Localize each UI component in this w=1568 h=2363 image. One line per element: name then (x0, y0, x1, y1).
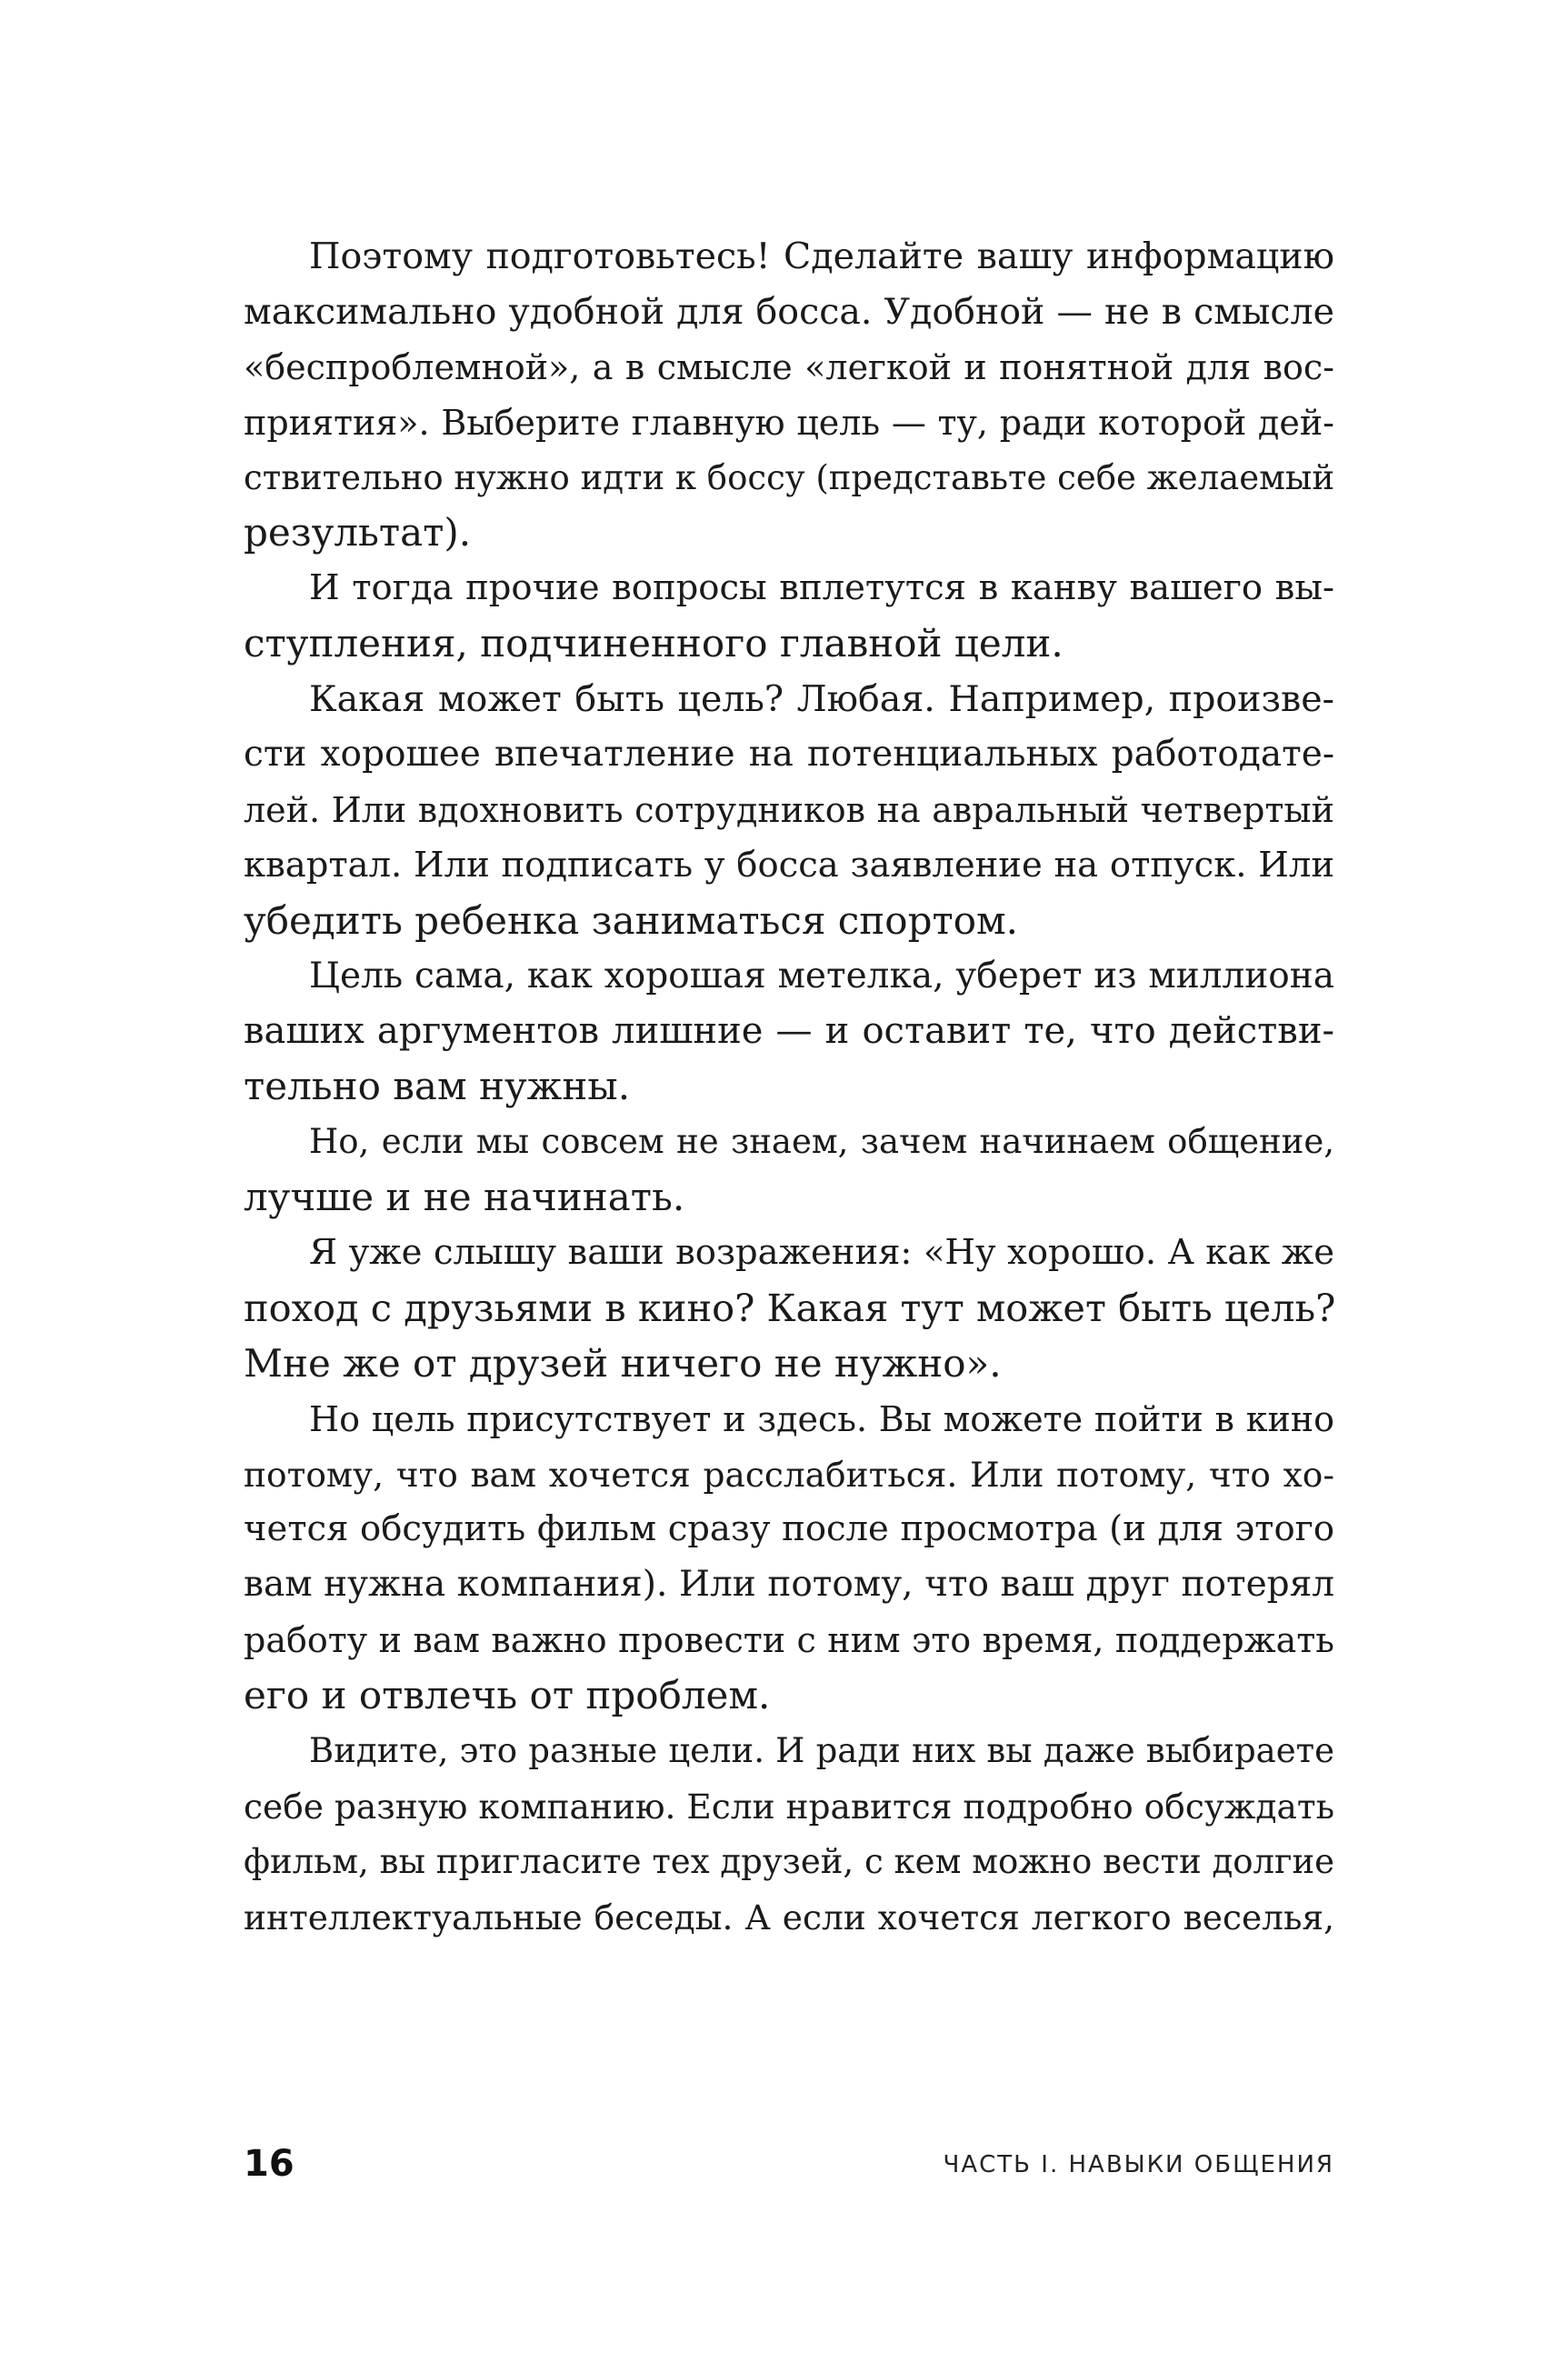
text-line: Но, если мы совсем не знаем, зачем начинаем общение, (309, 1122, 1334, 1162)
paragraph (244, 1392, 1334, 1724)
text-line: «беспроблемной», а в смысле «легкой и понятной для вос- (244, 346, 1334, 387)
paragraph (244, 949, 1334, 1116)
body-text (244, 229, 1334, 1946)
text-line: фильм, вы пригласите тех друзей, с кем можно вести долгие (244, 1841, 1334, 1881)
paragraph (244, 672, 1334, 948)
text-line: убедить ребенка заниматься спортом. (244, 897, 1019, 943)
paragraph (244, 1115, 1334, 1226)
text-line: поход с друзьями в кино? Какая тут может быть цель? (244, 1285, 1336, 1330)
text-line: Мне же от друзей ничего не нужно». (244, 1340, 1002, 1386)
text-line: максимально удобной для босса. Удобной — не в смысле (244, 290, 1334, 333)
text-line: Цель сама, как хорошая метелка, уберет из миллиона (309, 955, 1334, 996)
running-head: ЧАСТЬ I. НАВЫКИ ОБЩЕНИЯ (943, 2151, 1334, 2178)
paragraph (244, 561, 1334, 672)
text-line: лей. Или вдохновить сотрудников на авральный четвертый (244, 789, 1334, 830)
text-line: потому, что вам хочется расслабиться. Или потому, что хо- (244, 1454, 1334, 1495)
text-line: Поэтому подготовьтесь! Сделайте вашу информацию (309, 235, 1334, 277)
text-line: вам нужна компания). Или потому, что ваш друг потерял (244, 1564, 1334, 1606)
text-line: И тогда прочие вопросы вплетутся в канву вашего вы- (309, 567, 1334, 609)
text-line: Какая может быть цель? Любая. Например, произве- (309, 678, 1334, 721)
text-line: результат). (244, 510, 472, 556)
paragraph (244, 1724, 1334, 1946)
text-line: сти хорошее впечатление на потенциальных работодате- (244, 734, 1334, 776)
text-line: чется обсудить фильм сразу после просмотра (и для этого (244, 1508, 1334, 1550)
page-footer (244, 2141, 1334, 2187)
text-line: ступления, подчиненного главной цели. (244, 621, 1064, 666)
text-line: приятия». Выберите главную цель — ту, ради которой дей- (244, 402, 1334, 443)
text-line: Видите, это разные цели. И ради них вы даже выбираете (309, 1731, 1334, 1771)
text-line: Но цель присутствует и здесь. Вы можете пойти в кино (309, 1398, 1334, 1439)
text-line: работу и вам важно провести с ним это время, поддержать (244, 1620, 1334, 1661)
text-line: интеллектуальные беседы. А если хочется легкого веселья, (244, 1897, 1334, 1937)
text-line: квартал. Или подписать у босса заявление на отпуск. Или (244, 844, 1334, 886)
text-line: себе разную компанию. Если нравится подробно обсуждать (244, 1786, 1334, 1827)
paragraph (244, 1226, 1334, 1392)
text-line: его и отвлечь от проблем. (244, 1673, 771, 1718)
text-line: ствительно нужно идти к боссу (представьте себе желаемый (244, 457, 1334, 497)
paragraph (244, 229, 1334, 561)
page-number: 16 (244, 2143, 295, 2185)
text-line: лучше и не начинать. (244, 1175, 685, 1220)
text-line: ваших аргументов лишние — и оставит те, что действи- (244, 1010, 1334, 1053)
text-line: Я уже слышу ваши возражения: «Ну хорошо. А как же (309, 1232, 1334, 1274)
text-line: тельно вам нужны. (244, 1064, 631, 1109)
